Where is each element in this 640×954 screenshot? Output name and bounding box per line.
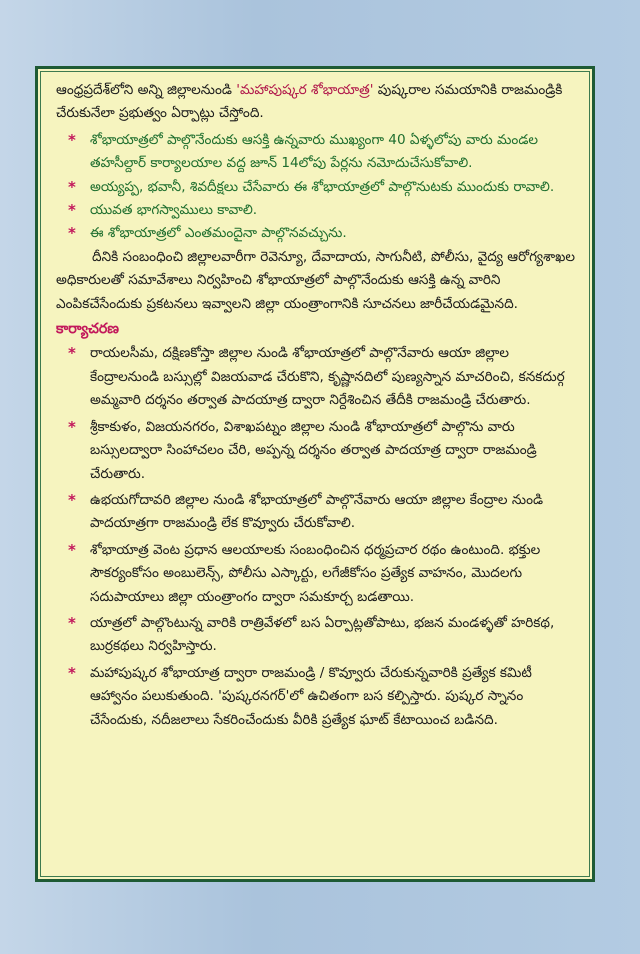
list-item-text: ఉభయగోదావరి జిల్లాల నుండి శోభాయాత్రలో పాల్గొనేవారు ఆయా జిల్లాల కేంద్రాల నుండి పాదయాత్రగా రాజమండ్రి లేక కొవ్వూరు చేరుకోవాలి. [90,491,544,532]
content-panel [35,66,595,882]
green-list-item [56,222,576,245]
intro-paragraph [56,79,576,126]
body-paragraph: దీనికి సంబంధించి జిల్లాలవారీగా రెవెన్యూ, దేవాదాయ, సాగునీటి, పోలీసు, వైద్య ఆరోగ్యశాఖల అధికారులతో సమావేశాలు నిర్వహించి శోభాయాత్రలో పాల్గొనేందుకు ఆసక్తి ఉన్న వారిని ఎంపికచేసేందుకు ప్రకటనలు ఇవ్వాలని జిల్లా యంత్రాంగానికి సూచనలు జారీచేయడమైనది. [56,248,576,312]
list-item-text: శోభాయాత్రలో పాల్గొనేందుకు ఆసక్తి ఉన్నవారు ముఖ్యంగా 40 ఏళ్ళలోపు వారు మండల తహసీల్దార్ కార్యాలయాల వద్ద జూన్ 14లోపు పేర్లను నమోదుచేసుకోవాలి. [90,131,539,172]
list-item [56,612,576,659]
asterisk-bullet-icon: * [68,663,76,682]
asterisk-bullet-icon: * [68,417,76,436]
green-list-item [56,199,576,222]
list-item [56,539,576,609]
list-item [56,416,576,486]
list-item-text: యువత భాగస్వాములు కావాలి. [90,202,258,219]
list-item [56,489,576,536]
list-item-text: శ్రీకాకుళం, విజయనగరం, విశాఖపట్నం జిల్లాల నుండి శోభాయాత్రలో పాల్గొను వారు బస్సులద్వారా సింహాచలం చేరి, అప్పన్న దర్శనం తర్వాత పాదయాత్ర ద్వారా రాజమండ్రి చేరుతారు. [90,418,537,482]
asterisk-bullet-icon: * [68,540,76,559]
asterisk-bullet-icon: * [68,613,76,632]
list-item-text: అయ్యప్ప, భవానీ, శివదీక్షలు చేసేవారు ఈ శోభాయాత్రలో పాల్గొనుటకు ముందుకు రావాలి. [90,178,555,195]
list-item [56,342,576,412]
green-list-item [56,176,576,199]
asterisk-bullet-icon: * [68,130,76,149]
list-item-text: మహాపుష్కర శోభాయాత్ర ద్వారా రాజమండ్రి / కొవ్వూరు చేరుకున్నవారికి ప్రత్యేక కమిటీ ఆహ్వానం పలుకుతుంది. 'పుష్కరనగర్'లో ఉచితంగా బస కల్పిస్తారు. పుష్కర స్నానం చేసేందుకు, నదీజలాలు సేకరించేందుకు వీరికి ప్రత్యేక ఘాట్ కేటాయించ బడినది. [90,664,532,728]
list-item-text: శోభాయాత్ర వెంట ప్రధాన ఆలయాలకు సంబంధించిన ధర్మప్రచార రథం ఉంటుంది. భక్తుల సౌకర్యంకోసం అంబులెన్స్, పోలీసు ఎస్కార్టు, లగేజీకోసం ప్రత్యేక వాహనం, మొదలగు సదుపాయాలు జిల్లా యంత్రాంగం ద్వారా సమకూర్చ బడతాయి. [90,541,541,605]
asterisk-bullet-icon: * [68,490,76,509]
asterisk-bullet-icon: * [68,344,76,363]
asterisk-bullet-icon: * [68,201,76,220]
green-list-item [56,129,576,176]
asterisk-bullet-icon: * [68,224,76,243]
intro-text-post: పుష్కరాల సమయానికి రాజమండ్రికి చేరుకునేలా ప్రభుత్వం ఏర్పాట్లు చేస్తోంది. [56,82,563,122]
event-name-highlight: 'మహాపుష్కర శోభాయాత్ర' [236,82,374,98]
intro-text-pre: ఆంధ్రప్రదేశ్‌లోని అన్ని జిల్లాలనుండి [56,82,237,98]
asterisk-bullet-icon: * [68,177,76,196]
list-item [56,662,576,732]
list-item-text: రాయలసీమ, దక్షిణకోస్తా జిల్లాల నుండి శోభాయాత్రలో పాల్గొనేవారు ఆయా జిల్లాల కేంద్రాలనుండి బస్సుల్లో విజయవాడ చేరుకొని, కృష్ణానదిలో పుణ్యస్నాన మాచరించి, కనకదుర్గ అమ్మవారి దర్శనం తర్వాత పాదయాత్ర ద్వారా నిర్దేశించిన తేదీకి రాజమండ్రి చేరుతారు. [90,345,565,409]
list-item-text: యాత్రలో పాల్గొంటున్న వారికి రాత్రివేళలో బస ఏర్పాట్లతోపాటు, భజన మండళ్ళతో హరికథ, బుర్రకథలు నిర్వహిస్తారు. [90,614,555,655]
list-item-text: ఈ శోభాయాత్రలో ఎంతమందైనా పాల్గొనవచ్చును. [90,225,347,242]
section-heading: కార్యాచరణ [56,321,120,338]
